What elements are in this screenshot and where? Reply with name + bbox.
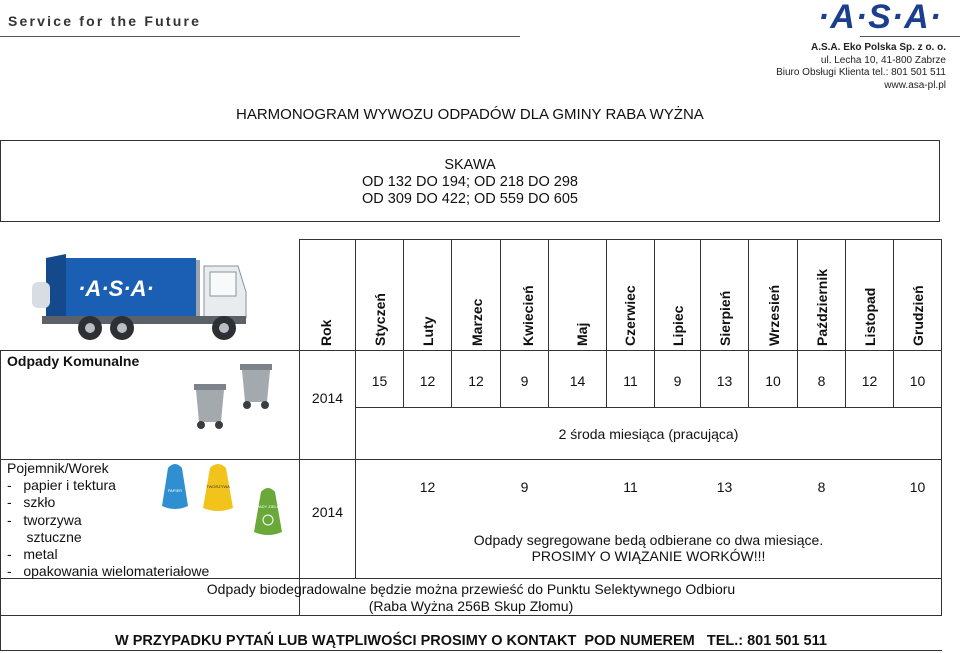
bin-icon xyxy=(238,362,274,410)
grid-line xyxy=(355,239,356,578)
segregated-warning: PROSIMY O WIĄZANIE WORKÓW!!! xyxy=(531,548,766,564)
company-web[interactable]: www.asa-pl.pl xyxy=(884,79,946,91)
yellow-bag-icon xyxy=(198,460,238,514)
header-month: Czerwiec xyxy=(622,285,638,346)
municipal-label: Odpady Komunalne xyxy=(7,353,140,369)
municipal-year: 2014 xyxy=(311,390,344,406)
municipal-day: 12 xyxy=(861,373,878,389)
municipal-day: 11 xyxy=(623,373,638,389)
bio-address: (Raba Wyżna 256B Skup Złomu) xyxy=(368,598,574,614)
segregated-day: 8 xyxy=(817,479,826,495)
area-box xyxy=(0,140,940,222)
header-month: Listopad xyxy=(862,287,878,346)
segregated-day: 11 xyxy=(623,479,638,495)
area-range-1: OD 132 DO 194; OD 218 DO 298 xyxy=(362,174,578,190)
grid-line xyxy=(0,650,942,651)
municipal-day: 8 xyxy=(817,373,826,389)
truck-logo: ·A·S·A· xyxy=(78,276,154,301)
municipal-day: 15 xyxy=(371,373,388,389)
bio-note: Odpady biodegradowalne będzie można przewieść do Punktu Selektywnego Odbioru xyxy=(206,581,736,597)
blue-bag-icon xyxy=(158,460,192,512)
grid-line xyxy=(0,350,942,351)
header-month: Luty xyxy=(420,316,436,346)
municipal-day: 9 xyxy=(520,373,529,389)
bin-icon xyxy=(192,382,228,430)
logo-divider xyxy=(860,36,960,37)
area-name: SKAWA xyxy=(444,157,496,173)
segregated-day: 10 xyxy=(909,479,926,495)
segregated-note: Odpady segregowane bedą odbierane co dwa miesiące. xyxy=(473,532,824,548)
header-month: Kwiecień xyxy=(520,285,536,346)
grid-line xyxy=(299,239,300,615)
company-address: ul. Lecha 10, 41-800 Zabrze xyxy=(820,54,946,66)
segregated-item: - papier i tektura xyxy=(7,477,116,494)
segregated-item: - metal xyxy=(7,546,58,563)
bag-label: PAPIER xyxy=(167,488,183,493)
segregated-day: 12 xyxy=(419,479,436,495)
municipal-note: 2 środa miesiąca (pracująca) xyxy=(558,426,739,442)
header-month: Październik xyxy=(814,268,830,346)
segregated-label: Pojemnik/Worek xyxy=(7,460,109,476)
green-bag-icon xyxy=(250,484,286,538)
segregated-year: 2014 xyxy=(311,504,344,520)
header-month: Marzec xyxy=(469,298,485,346)
header-year: Rok xyxy=(318,319,334,346)
grid-line xyxy=(0,615,942,616)
area-range-2: OD 309 DO 422; OD 559 DO 605 xyxy=(362,191,578,207)
garbage-truck-icon xyxy=(28,252,253,344)
segregated-day: 9 xyxy=(520,479,529,495)
bag-label: ODPADY ZIELONE xyxy=(250,504,286,509)
segregated-item: - szkło xyxy=(7,494,56,511)
grid-line xyxy=(355,407,942,408)
asa-logo: ·A·S·A· xyxy=(817,0,942,36)
header-month: Grudzień xyxy=(910,285,926,346)
header-divider xyxy=(0,36,520,37)
company-info xyxy=(776,42,946,92)
company-name: A.S.A. Eko Polska Sp. z o. o. xyxy=(810,42,946,53)
contact-footer: W PRZYPADKU PYTAŃ LUB WĄTPLIWOŚCI PROSIMY O KONTAKT POD NUMEREM TEL.: 801 501 511 xyxy=(115,633,827,649)
grid-line xyxy=(941,239,942,615)
municipal-day: 9 xyxy=(673,373,682,389)
header-month: Wrzesień xyxy=(766,284,782,346)
header-month: Sierpień xyxy=(717,290,733,346)
municipal-day: 12 xyxy=(419,373,436,389)
segregated-day: 13 xyxy=(716,479,733,495)
segregated-item: - tworzywa xyxy=(7,511,82,528)
header-month: Lipiec xyxy=(670,305,686,346)
tagline: Service for the Future xyxy=(8,13,202,29)
header-month: Maj xyxy=(574,322,590,346)
bag-label: TWORZYWA xyxy=(206,484,230,489)
document-title: HARMONOGRAM WYWOZU ODPADÓW DLA GMINY RABA WYŻNA xyxy=(236,106,704,123)
municipal-day: 10 xyxy=(765,373,781,389)
municipal-day: 10 xyxy=(909,373,926,389)
municipal-day: 12 xyxy=(468,373,484,389)
municipal-day: 14 xyxy=(569,373,586,389)
municipal-day: 13 xyxy=(716,373,733,389)
segregated-item: - opakowania wielomateriałowe xyxy=(7,563,210,580)
header-month: Styczeń xyxy=(372,293,388,346)
company-phone: Biuro Obsługi Klienta tel.: 801 501 511 xyxy=(776,67,946,78)
segregated-item: sztuczne xyxy=(7,528,82,545)
